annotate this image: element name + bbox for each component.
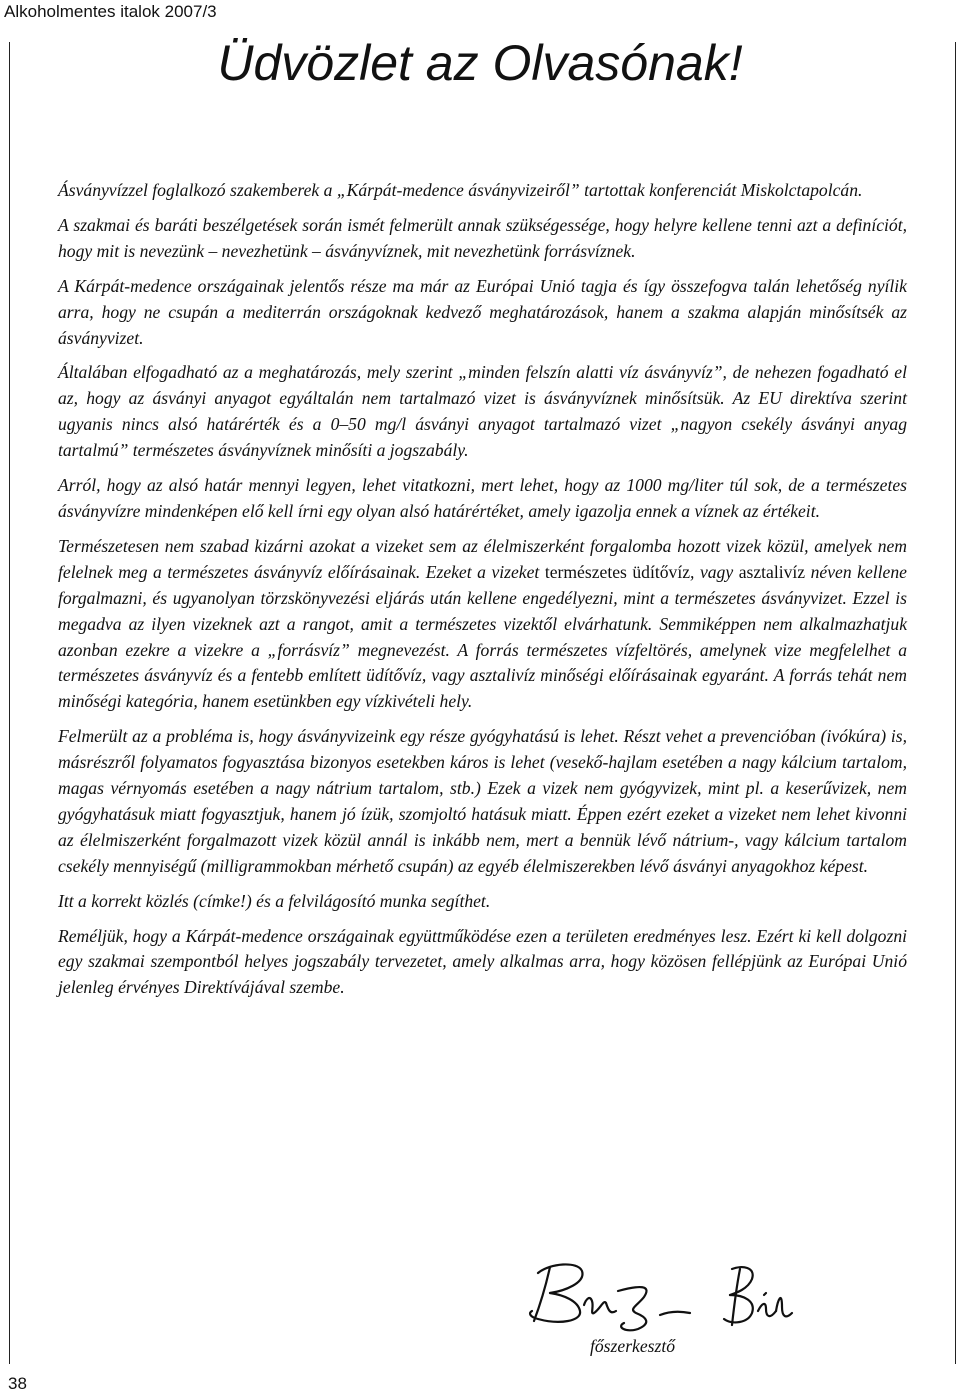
paragraph-6-part-3: néven kellene forgalmazni, és ugyanolyan törzskönyvezési eljárás után kellene engedélyezni, mint a természetes ásványvizet. Ezzel is megadva az ilyen vizeknek azt a rangot, amit a természetes vizektől elvárhatunk. Semmiképpen nem alkalmazhatjuk azonban ezekre a vizekre a „forrásvíz” megnevezést. A forrás természetes vízfeltörés, amelynek vize megfelelhet a természetes ásványvíz és a fentebb említett üdítővíz, vagy asztalivíz minőségi előírásainak egyaránt. A forrás tehát nem minőségi kategória, hanem esetünkben egy vízkivételi hely. [58, 561, 907, 712]
paragraph-3: A Kárpát-medence országainak jelentős része ma már az Európai Unió tagja és így összefogva talán lehetőség nyílik arra, hogy ne csupán a mediterrán országoknak kedvező meghatározások, hanem a szakma alapján minősítsék az ásványvizet. [58, 275, 907, 348]
paragraph-6-part-1: Természetesen nem szabad kizárni azokat a vizeket sem az élelmiszerként forgalomba hozott vizek közül, amelyek nem felelnek meg a természetes ásványvíz előírásainak. Ezeket a vizeket [58, 535, 907, 582]
paragraph-6-part-2: , vagy [690, 561, 739, 582]
paragraph-6 [58, 534, 907, 715]
publication-header: Alkoholmentes italok 2007/3 [4, 2, 217, 21]
article-body [58, 178, 907, 1010]
page-title: Üdvözlet az Olvasónak! [217, 35, 743, 91]
paragraph-2: A szakmai és baráti beszélgetések során ismét felmerült annak szükségessége, hogy helyre kellene tenni azt a definíciót, hogy mit is nevezünk – nevezhetünk – ásványvíznek, mit nevezhetünk forrásvíznek. [58, 214, 907, 261]
term-termeszetes-uditoviz: természetes üdítővíz [544, 561, 691, 582]
paragraph-9: Reméljük, hogy a Kárpát-medence országainak együttműködése ezen a területen eredményes lesz. Ezért ki kell dolgozni egy szakmai szempontból helyes jogszabály tervezetet, amely alkalmas arra, hogy közösen fellépjünk az Európai Unió jelenleg érvényes Direktívájával szembe. [58, 925, 907, 998]
paragraph-5: Arról, hogy az alsó határ mennyi legyen, lehet vitatkozni, mert lehet, hogy az 1000 mg/liter túl sok, de a természetes ásványvízre mindenképen elő kell írni egy olyan alsó határértéket, amely igazolja ennek a víznek az értékeit. [58, 475, 907, 521]
signature-role: főszerkesztő [590, 1336, 676, 1356]
page-number: 38 [8, 1374, 27, 1393]
paragraph-1: Ásványvízzel foglalkozó szakemberek a „Kárpát-medence ásványvizeiről” tartottak konferenciát Miskolctapolcán. [58, 180, 863, 200]
left-margin-rule [9, 42, 10, 1364]
paragraph-8: Itt a korrekt közlés (címke!) és a felvilágosító munka segíthet. [58, 890, 491, 911]
right-margin-rule [955, 42, 956, 1364]
term-asztaliviz: asztalivíz [738, 561, 806, 582]
paragraph-7: Felmerült az a probléma is, hogy ásványvizeink egy része gyógyhatású is lehet. Részt vehet a prevencióban (ivókúra) is, másrészről folyamatos fogyasztása bizonyos esetekben káros is lehet (vesekő-hajlam esetében a nagy kálcium tartalom, magas vérnyomás esetében a nagy nátrium tartalom, stb.) Ezek a vizek nem gyógyvizek, mint pl. a keserűvizek, nem gyógyhatásuk miatt fogyasztjuk, hanem jó ízük, szomjoltó hatásuk miatt. Éppen ezért ezeket a vizeket nem lehet kivonni az élelmiszerként forgalmazott vizek közül annál is inkább nem, mert a bennük lévő nátrium-, vagy kálcium tartalom csekély mennyiségű (milligrammokban mérhető csupán) az egyéb élelmiszerekben lévő ásványi anyagokhoz képest. [58, 726, 907, 876]
paragraph-4: Általában elfogadható az a meghatározás, mely szerint „minden felszín alatti víz ásványvíz”, de nehezen fogadható el az, hogy az ásványi anyagot egyáltalán nem tartalmazó vizet is ásványvíznek minősítsük. Az EU direktíva szerint ugyanis nincs alsó határérték és a 0–50 mg/l ásványi anyagot tartalmazó vizet „nagyon csekély ásványi anyag tartalmú” természetes ásványvíznek minősíti a jogszabály. [58, 362, 907, 461]
